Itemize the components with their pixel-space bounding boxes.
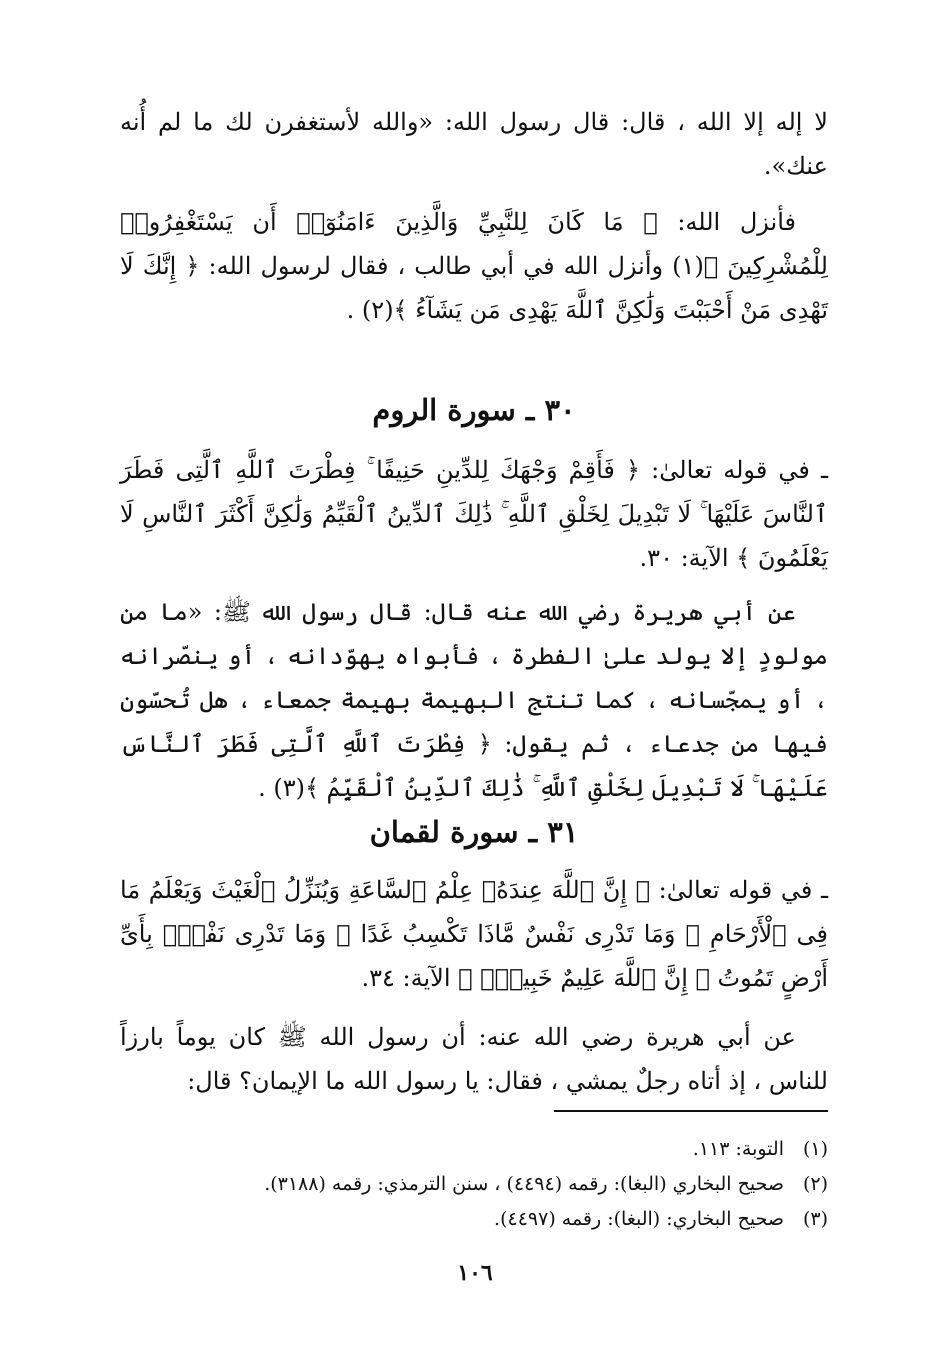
footnote-divider	[554, 1110, 828, 1112]
footnote-item	[120, 1167, 828, 1202]
footnote-number: (١)	[802, 1138, 828, 1160]
verse-luqman: ـ في قوله تعالىٰ: ﴿ إِنَّ ٱللَّهَ عِندَهُۥ عِلْمُ ٱلسَّاعَةِ وَيُنَزِّلُ ٱلْغَيْثَ وَيَعْلَمُ مَا فِى ٱلْأَرْحَامِ ۖ وَمَا تَدْرِى نَفْسٌ مَّاذَا تَكْسِبُ غَدًا ۖ وَمَا تَدْرِى نَفْسٌۢ بِأَىِّ أَرْضٍ تَمُوتُ ۚ إِنَّ ٱللَّهَ عَلِيمٌ خَبِيرٌۢ ﴾ الآية: ٣٤.	[120, 876, 828, 992]
footnote-item	[120, 1202, 828, 1237]
page-number: ١٠٦	[457, 1260, 493, 1286]
footnote-text: التوبة: ١١٣.	[692, 1138, 784, 1160]
footnotes-list	[120, 1132, 828, 1237]
paragraph-intro: لا إله إلا الله ، قال: قال رسول الله: «والله لأستغفرن لك ما لم أُنه عنك».	[120, 108, 828, 180]
section-title-luqman: ٣١ ـ سورة لقمان	[369, 815, 579, 849]
hadith-luqman: عن أبي هريرة رضي الله عنه: أن رسول الله ﷺ كان يوماً بارزاً للناس ، إذ أتاه رجلٌ يمشي ، فقال: يا رسول الله ما الإيمان؟ قال:	[120, 1023, 828, 1095]
footnote-text: صحيح البخاري: (البغا): رقمه (٤٤٩٧).	[494, 1208, 784, 1230]
footnote-item	[120, 1132, 828, 1167]
paragraph-revelation: فأنزل الله: ﴿ مَا كَانَ لِلنَّبِيِّ وَالَّذِينَ ءَامَنُوٓا۟ أَن يَسْتَغْفِرُوا۟ لِلْمُشْرِكِينَ ﴾(١) وأنزل الله في أبي طالب ، فقال لرسول الله: ﴿ إِنَّكَ لَا تَهْدِى مَنْ أَحْبَبْتَ وَلَٰكِنَّ ٱللَّهَ يَهْدِى مَن يَشَآءُ ﴾(٢) .	[120, 208, 828, 324]
footnote-number: (٢)	[802, 1173, 828, 1195]
hadith-ar-rum: عن أبي هريرة رضي الله عنه قال: قال رسول الله ﷺ: «ما من مولودٍ إلا يولد علىٰ الفطرة ، فأبواه يهوّدانه ، أو ينصّرانه ، أو يمجّسانه ، كما تنتج البهيمة بهيمة جمعاء ، هل تُحسّون فيها من جدعاء ، ثم يقول: ﴿ فِطْرَتَ ٱللَّهِ ٱلَّتِى فَطَرَ ٱلنَّاسَ عَلَيْهَا ۚ لَا تَبْدِيلَ لِخَلْقِ ٱللَّهِ ۚ ذَٰلِكَ ٱلدِّينُ ٱلْقَيِّمُ ﴾(٣) .	[120, 598, 828, 802]
footnote-text: صحيح البخاري (البغا): رقمه (٤٤٩٤) ، سنن الترمذي: رقمه (٣١٨٨).	[264, 1173, 784, 1195]
section-title-ar-rum: ٣٠ ـ سورة الروم	[372, 393, 576, 427]
verse-ar-rum: ـ في قوله تعالىٰ: ﴿ فَأَقِمْ وَجْهَكَ لِلدِّينِ حَنِيفًا ۚ فِطْرَتَ ٱللَّهِ ٱلَّتِى فَطَرَ ٱلنَّاسَ عَلَيْهَا ۚ لَا تَبْدِيلَ لِخَلْقِ ٱللَّهِ ۚ ذَٰلِكَ ٱلدِّينُ ٱلْقَيِّمُ وَلَٰكِنَّ أَكْثَرَ ٱلنَّاسِ لَا يَعْلَمُونَ ﴾ الآية: ٣٠.	[120, 456, 828, 572]
footnote-number: (٣)	[802, 1208, 828, 1230]
